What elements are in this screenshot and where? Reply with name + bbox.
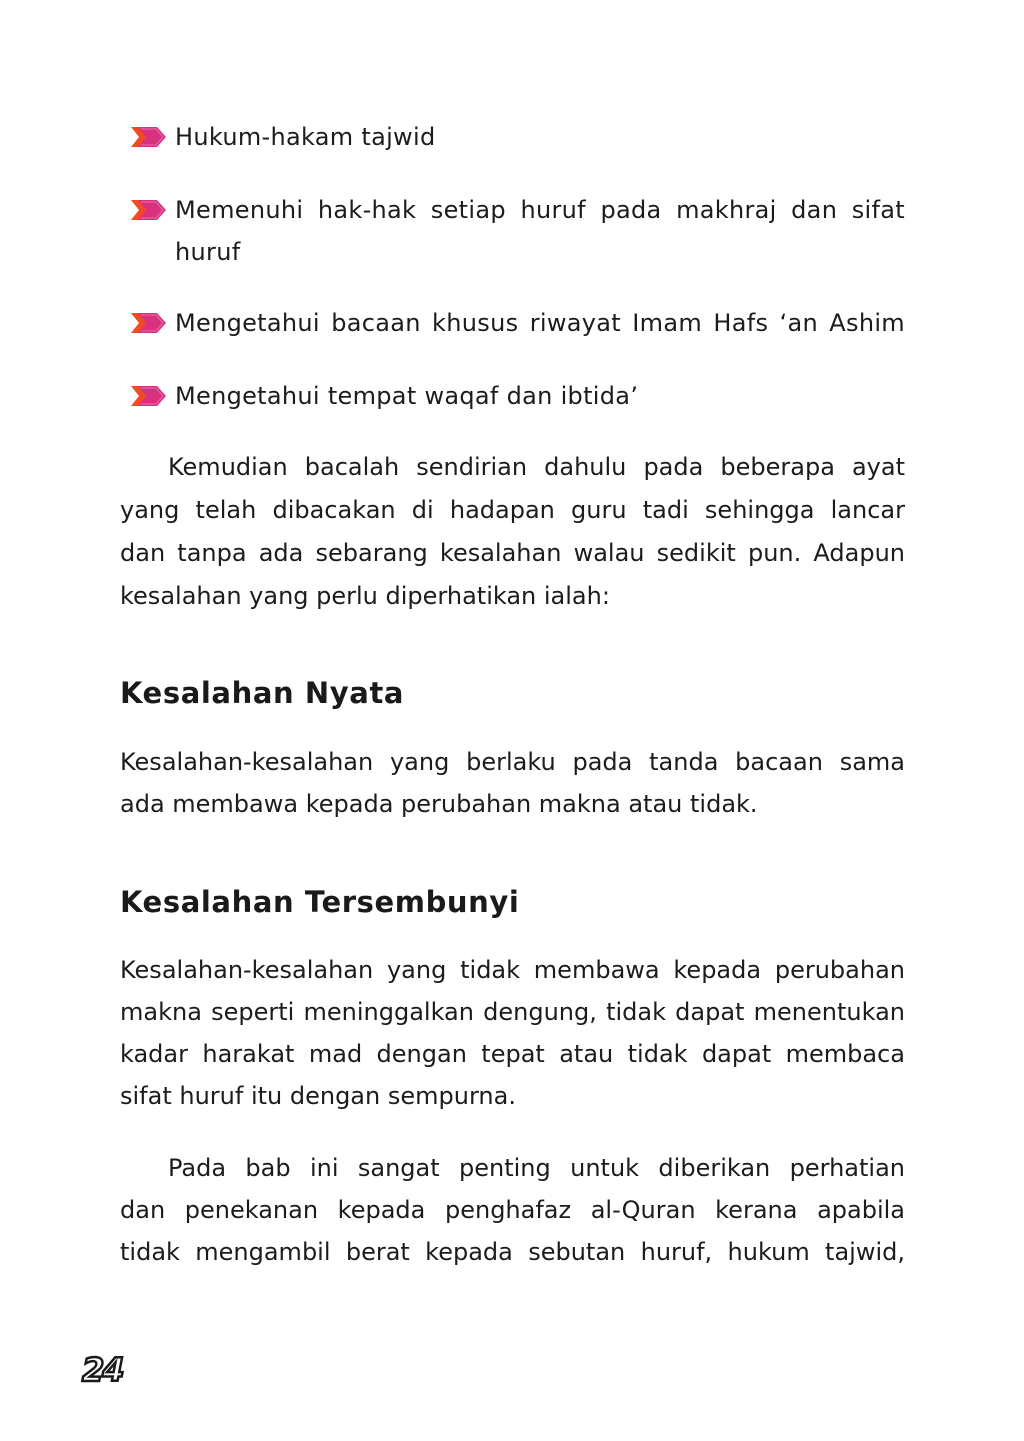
paragraph-line: makna seperti meninggalkan dengung, tidak dapat menentukan — [120, 998, 905, 1026]
paragraph-line: kadar harakat mad dengan tepat atau tidak dapat membaca — [120, 1040, 905, 1068]
paragraph-line: dan tanpa ada sebarang kesalahan walau sedikit pun. Adapun — [120, 539, 905, 567]
bullet-text: Mengetahui tempat waqaf dan ibtida’ — [175, 382, 639, 410]
paragraph-line: ada membawa kepada perubahan makna atau tidak. — [120, 790, 758, 818]
paragraph-line: sifat huruf itu dengan sempurna. — [120, 1082, 516, 1110]
paragraph-line: Pada bab ini sangat penting untuk diberikan perhatian — [168, 1154, 905, 1182]
page-number: 24 — [82, 1351, 123, 1389]
paragraph-line: Kesalahan-kesalahan yang tidak membawa kepada perubahan — [120, 956, 905, 984]
paragraph-line: Kemudian bacalah sendirian dahulu pada beberapa ayat — [168, 453, 905, 481]
bullet-text: Memenuhi hak-hak setiap huruf pada makhraj dan sifat — [175, 196, 905, 224]
double-chevron-right-icon — [131, 312, 167, 334]
paragraph-line: Kesalahan-kesalahan yang berlaku pada tanda bacaan sama — [120, 748, 905, 776]
paragraph-line: dan penekanan kepada penghafaz al-Quran kerana apabila — [120, 1196, 905, 1224]
bullet-text: huruf — [175, 238, 241, 266]
double-chevron-right-icon — [131, 199, 167, 221]
double-chevron-right-icon — [131, 385, 167, 407]
paragraph-line: yang telah dibacakan di hadapan guru tadi sehingga lancar — [120, 496, 905, 524]
paragraph-line: tidak mengambil berat kepada sebutan huruf, hukum tajwid, — [120, 1238, 905, 1266]
double-chevron-right-icon — [131, 126, 167, 148]
section-heading: Kesalahan Tersembunyi — [120, 885, 520, 919]
paragraph-line: kesalahan yang perlu diperhatikan ialah: — [120, 582, 610, 610]
bullet-text: Mengetahui bacaan khusus riwayat Imam Hafs ‘an Ashim — [175, 309, 905, 337]
section-heading: Kesalahan Nyata — [120, 676, 405, 710]
bullet-text: Hukum-hakam tajwid — [175, 123, 436, 151]
